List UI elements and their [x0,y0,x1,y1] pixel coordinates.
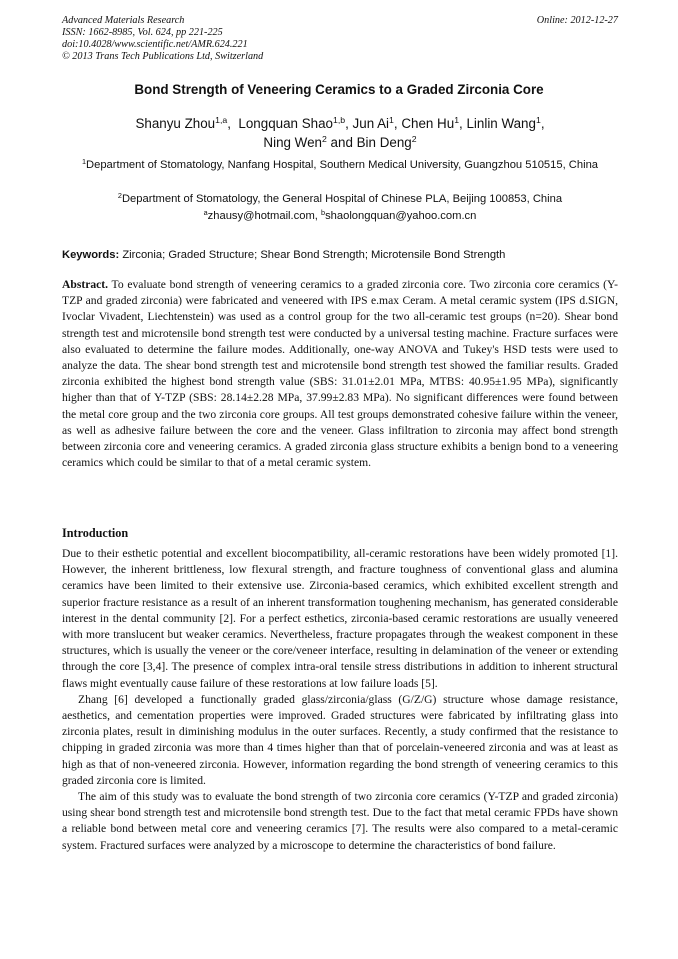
author-list: Shanyu Zhou$^{1,a}$, Longquan Shao$^{1,b}$, Jun Ai$^1$, Chen Hu$^1$, Linlin Wang$^1$, Ning Wen$^2$ and Bin Deng$^2$ [135,115,545,150]
author: Linlin Wang$^1$ [466,115,541,131]
journal-name: Advanced Materials Research [62,15,185,26]
running-header [62,15,618,63]
affiliation-2: $^2$Department of Stomatology, the General Hospital of Chinese PLA, Beijing 100853, China [117,191,563,205]
abstract [62,277,618,471]
paragraph: Zhang [6] developed a functionally graded glass/zirconia/glass (G/Z/G) structure whose damage resistance, aesthetics, and cementation properties were improved. Graded structures were fabricated by infiltrating glass into zirconia plates, result in diminishing modulus in the outer surfaces. Recently, a study confirmed that the resistance to chipping in graded zirconia was more than 4 times higher than that of porcelain-veneered zirconia and was at least as high as that of non-veneered zirconia. However, information regarding the bond strength of veneering ceramics to this graded zirconia core is limited. [62,692,618,787]
author: Bin Deng$^2$ [356,134,417,150]
abstract-label: Abstract. [62,278,109,291]
paragraph: Due to their esthetic potential and excellent biocompatibility, all-ceramic restorations have been widely promoted [1]. However, the inherent brittleness, low flexural strength, and fracture toughness of conventional glass and alumina ceramics have been limited to their extensive use. Zirconia-based ceramics, which exhibited excellent strength and superior fracture resistance as a result of an inherent transformation toughening mechanism, has generated considerable interest in the dental community [2]. For a perfect esthetics, zirconia-based ceramic restorations are usually veneered with more translucent but weaker ceramics. Nevertheless, fracture propagates through the weakest component in these structures, which is usually the veneer or the core/veneer interface, resulting in delamination of the veneer or extending through the core [3,4]. The presence of complex intra-oral tensile stress distributions in addition to inherent structural flaws might eventually cause failure of these restorations at low failure loads [5]. [62,547,618,690]
issn-line: ISSN: 1662-8985, Vol. 624, pp 221-225 [62,27,223,38]
email-a: zhausy@hotmail.com [207,210,315,222]
keywords-text: Zirconia; Graded Structure; Shear Bond Strength; Microtensile Bond Strength [122,249,506,261]
online-date: Online: 2012-12-27 [536,15,618,26]
paragraph: The aim of this study was to evaluate the bond strength of two zirconia core ceramics (Y-TZP and graded zirconia) using shear bond strength test and microtensile bond strength test. Due to the fact that metal ceramic FPDs have shown a reliable bond between metal core and veneering ceramics [7]. The results were also compared to a metal-ceramic system. Fractured surfaces were analyzed by a microscope to determine the characteristics of bond failure. [62,790,618,852]
author: Shanyu Zhou$^{1,a}$ [135,115,228,131]
author: Jun Ai$^1$ [352,115,394,131]
introduction-body [62,546,618,854]
doi-line: doi:10.4028/www.scientific.net/AMR.624.221 [62,39,248,50]
introduction-heading: Introduction [62,526,129,540]
paper-title: Bond Strength of Veneering Ceramics to a Graded Zirconia Core [134,82,544,97]
email-b: shaolongquan@yahoo.com.cn [325,210,477,222]
affiliation-1: $^1$Department of Stomatology, Nanfang Hospital, Southern Medical University, Guangzhou 510515, China [81,157,599,171]
copyright-line: © 2013 Trans Tech Publications Ltd, Switzerland [62,51,264,62]
author: Ning Wen$^2$ [263,134,327,150]
author-emails: $^a$zhausy@hotmail.com, $^b$shaolongquan@yahoo.com.cn [203,208,477,222]
keywords [62,248,618,262]
author: Chen Hu$^1$ [401,115,460,131]
abstract-text: To evaluate bond strength of veneering ceramics to a graded zirconia core. Two zirconia core ceramics (Y-TZP and graded zirconia) were fabricated and veneered with IPS e.max Ceram. A metal ceramic system (IPS d.SIGN, Ivoclar Vivadent, Liechtenstein) was used as a control group for the two all-ceramic test groups (n=20). Shear bond strength test and microtensile bond strength test were conducted by a universal testing machine. Fracture surfaces were also evaluated to determine the failure modes. Additionally, one-way ANOVA and Tukey's HSD tests were used to analyze the data. The shear bond strength test and microtensile bond strength test showed the familiar results. Graded zirconia exhibited the highest bond strength value (SBS: 31.01±2.01 MPa, MTBS: 40.95±1.95 MPa), significantly higher than that of Y-TZP (SBS: 28.14±2.28 MPa, 37.99±2.83 MPa). No significant differences were found between the metal core group and the two zirconia core groups. All test groups demonstrated cohesive failure within the veneer, as well as adhesive failure between the core and the veneer. Glass infiltration to zirconia may affect bond strength between zirconia core and veneering ceramics. A graded zirconia glass structure exhibits a benign bond to a veneering ceramics which could be similar to that of a metal ceramic system. [62,278,618,470]
keywords-label: Keywords: [62,249,120,261]
author: Longquan Shao$^{1,b}$ [238,115,346,131]
